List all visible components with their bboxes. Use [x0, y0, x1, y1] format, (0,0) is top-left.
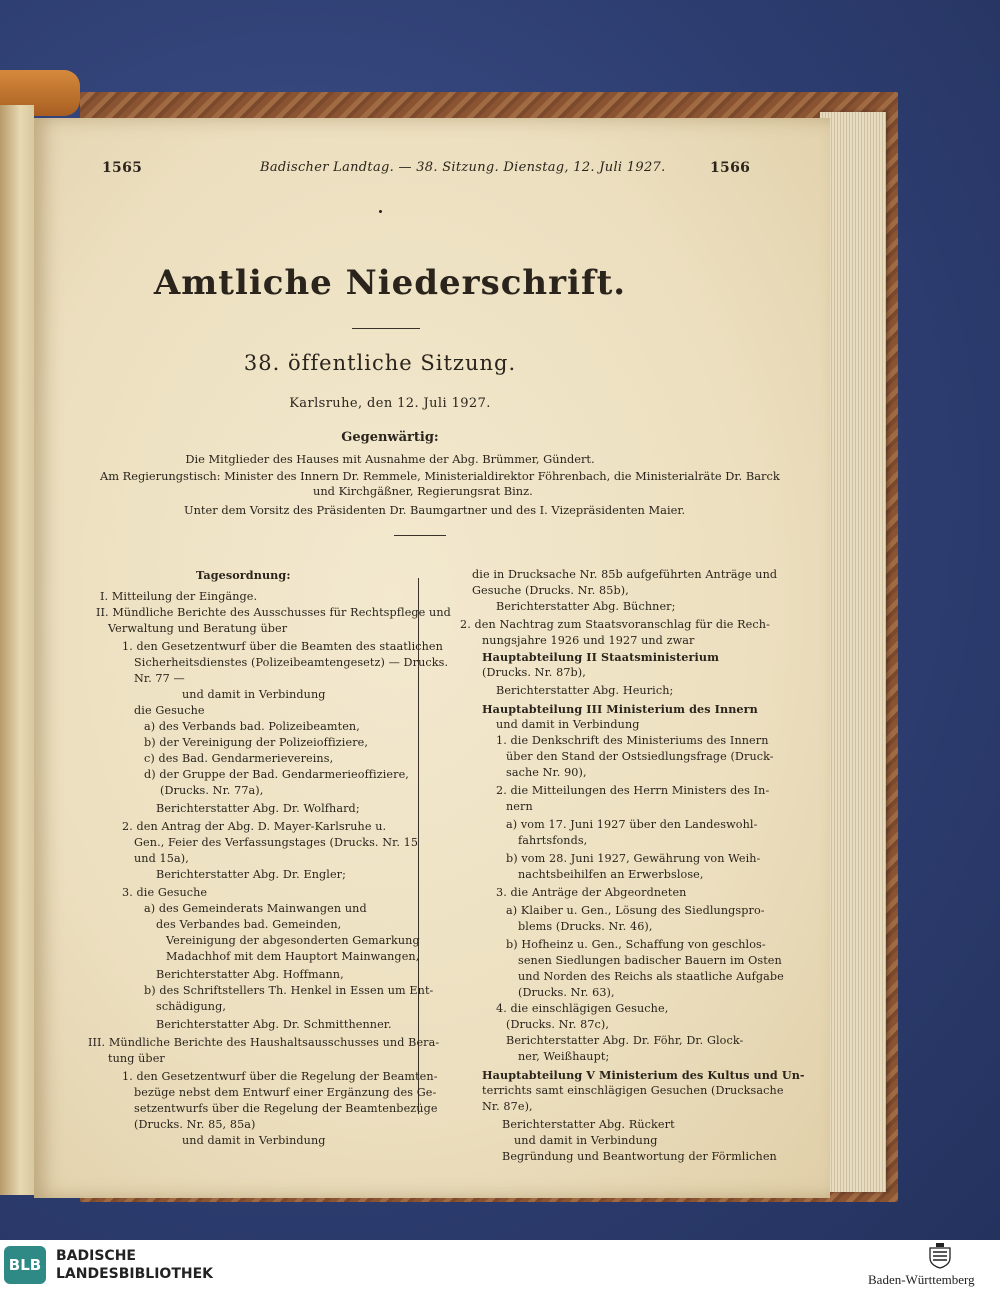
agenda-line: Vereinigung der abgesonderten Gemarkung	[166, 934, 420, 947]
title-divider	[352, 328, 420, 329]
agenda-line: nungsjahre 1926 und 1927 und zwar	[482, 634, 695, 647]
agenda-line: (Drucks. Nr. 63),	[518, 986, 615, 999]
agenda-line: Berichterstatter Abg. Dr. Wolfhard;	[156, 802, 360, 815]
agenda-line: Berichterstatter Abg. Dr. Föhr, Dr. Glock-	[506, 1034, 744, 1047]
agenda-line: a) Klaiber u. Gen., Lösung des Siedlungspro-	[506, 904, 765, 917]
agenda-line: die in Drucksache Nr. 85b aufgeführten Anträge und	[472, 568, 778, 581]
agenda-line: ner, Weißhaupt;	[518, 1050, 610, 1063]
agenda-line: II. Mündliche Berichte des Ausschusses für Rechtspflege und	[96, 606, 451, 619]
agenda-line: b) Hofheinz u. Gen., Schaffung von geschlos-	[506, 938, 766, 951]
present-heading: Gegenwärtig:	[341, 430, 439, 445]
agenda-line: senen Siedlungen badischer Bauern im Osten	[518, 954, 782, 967]
agenda-line: Nr. 87e),	[482, 1100, 533, 1113]
agenda-line: nern	[506, 800, 533, 813]
agenda-line: 2. den Antrag der Abg. D. Mayer-Karlsruhe u.	[122, 820, 387, 833]
agenda-line: Gesuche (Drucks. Nr. 85b),	[472, 584, 629, 597]
agenda-line: schädigung,	[156, 1000, 227, 1013]
agenda-line: Nr. 77 —	[134, 672, 185, 685]
agenda-line: a) des Gemeinderats Mainwangen und	[144, 902, 367, 915]
agenda-line: a) des Verbands bad. Polizeibeamten,	[144, 720, 360, 733]
agenda-line: Verwaltung und Beratung über	[108, 622, 288, 635]
agenda-line: 3. die Gesuche	[122, 886, 208, 899]
agenda-line: und damit in Verbindung	[514, 1134, 658, 1147]
agenda-line: (Drucks. Nr. 85, 85a)	[134, 1118, 256, 1131]
agenda-line: b) der Vereinigung der Polizeioffiziere,	[144, 736, 369, 749]
agenda-line: 1. den Gesetzentwurf über die Beamten des staatlichen	[122, 640, 443, 653]
agenda-line: (Drucks. Nr. 87b),	[482, 666, 586, 679]
agenda-line: Madachhof mit dem Hauptort Mainwangen,	[166, 950, 420, 963]
place-date: Karlsruhe, den 12. Juli 1927.	[289, 396, 491, 411]
document-title: Amtliche Niederschrift.	[153, 263, 627, 303]
agenda-line: Berichterstatter Abg. Hoffmann,	[156, 968, 344, 981]
present-line: und Kirchgäßner, Regierungsrat Binz.	[313, 484, 533, 498]
agenda-line: Begründung und Beantwortung der Förmlichen	[502, 1150, 777, 1163]
previous-page-edge	[0, 105, 34, 1195]
page-number-right: 1566	[710, 160, 751, 176]
agenda-line: 2. die Mitteilungen des Herrn Ministers des In-	[496, 784, 770, 797]
agenda-line: und damit in Verbindung	[182, 1134, 326, 1147]
agenda-line: terrichts samt einschlägigen Gesuchen (Drucksache	[482, 1084, 784, 1097]
ink-dot	[379, 210, 382, 213]
coat-of-arms-icon	[926, 1242, 954, 1270]
agenda-line: bezüge nebst dem Entwurf einer Ergänzung des Ge-	[134, 1086, 437, 1099]
library-name-line: LANDESBIBLIOTHEK	[56, 1266, 214, 1282]
session-heading: 38. öffentliche Sitzung.	[243, 351, 517, 375]
agenda-line: b) des Schriftstellers Th. Henkel in Essen um Ent-	[144, 984, 434, 997]
library-name[interactable]	[56, 1247, 213, 1283]
agenda-line: Sicherheitsdienstes (Polizeibeamtengesetz) — Drucks.	[134, 656, 449, 669]
agenda-line: 1. den Gesetzentwurf über die Regelung der Beamten-	[122, 1070, 438, 1083]
running-title: Badischer Landtag. — 38. Sitzung. Dienstag, 12. Juli 1927.	[260, 160, 666, 175]
present-line: Unter dem Vorsitz des Präsidenten Dr. Baumgartner und des I. Vizepräsidenten Maier.	[184, 503, 686, 517]
agenda-line: Berichterstatter Abg. Dr. Engler;	[156, 868, 346, 881]
agenda-line: (Drucks. Nr. 87c),	[506, 1018, 610, 1031]
agenda-line: Berichterstatter Abg. Dr. Schmitthenner.	[156, 1018, 392, 1031]
agenda-line: Hauptabteilung V Ministerium des Kultus und Un-	[482, 1068, 805, 1082]
agenda-line: Hauptabteilung II Staatsministerium	[482, 650, 720, 664]
library-name-line: BADISCHE	[56, 1248, 136, 1264]
agenda-line: Berichterstatter Abg. Heurich;	[496, 684, 674, 697]
agenda-line: blems (Drucks. Nr. 46),	[518, 920, 653, 933]
agenda-line: 3. die Anträge der Abgeordneten	[496, 886, 687, 899]
page-number-left: 1565	[102, 160, 143, 176]
agenda-line: und damit in Verbindung	[496, 718, 640, 731]
agenda-line: b) vom 28. Juni 1927, Gewährung von Weih-	[506, 852, 761, 865]
present-line: Die Mitglieder des Hauses mit Ausnahme der Abg. Brümmer, Gündert.	[185, 452, 595, 466]
agenda-line: a) vom 17. Juni 1927 über den Landeswohl-	[506, 818, 758, 831]
agenda-line: sache Nr. 90),	[506, 766, 587, 779]
agenda-line: setzentwurfs über die Regelung der Beamtenbezüge	[134, 1102, 438, 1115]
blb-logo[interactable]: BLB	[4, 1246, 46, 1284]
agenda-line: Berichterstatter Abg. Rückert	[502, 1118, 675, 1131]
agenda-line: d) der Gruppe der Bad. Gendarmerieoffiziere,	[144, 768, 409, 781]
agenda-line: III. Mündliche Berichte des Haushaltsausschusses und Bera-	[88, 1036, 440, 1049]
agenda-heading: Tagesordnung:	[196, 568, 291, 582]
agenda-line: nachtsbeihilfen an Erwerbslose,	[518, 868, 704, 881]
agenda-line: Hauptabteilung III Ministerium des Innern	[482, 702, 758, 716]
agenda-line: und Norden des Reichs als staatliche Aufgabe	[518, 970, 784, 983]
agenda-line: des Verbandes bad. Gemeinden,	[156, 918, 342, 931]
agenda-line: (Drucks. Nr. 77a),	[160, 784, 264, 797]
agenda-line: tung über	[108, 1052, 165, 1065]
agenda-line: 4. die einschlägigen Gesuche,	[496, 1002, 669, 1015]
agenda-line: 2. den Nachtrag zum Staatsvoranschlag für die Rech-	[460, 618, 770, 631]
agenda-line: die Gesuche	[134, 704, 205, 717]
present-line: Am Regierungstisch: Minister des Innern Dr. Remmele, Ministerialdirektor Föhrenbach, die Ministerialräte Dr. Barck	[100, 469, 780, 483]
agenda-line: I. Mitteilung der Eingänge.	[100, 590, 258, 603]
agenda-line: und damit in Verbindung	[182, 688, 326, 701]
document-page	[34, 118, 830, 1198]
agenda-line: Berichterstatter Abg. Büchner;	[496, 600, 676, 613]
section-divider	[394, 535, 446, 536]
agenda-line: c) des Bad. Gendarmerievereins,	[144, 752, 334, 765]
agenda-line: fahrtsfonds,	[518, 834, 588, 847]
agenda-line: und 15a),	[134, 852, 189, 865]
agenda-line: über den Stand der Ostsiedlungsfrage (Druck-	[506, 750, 774, 763]
agenda-line: 1. die Denkschrift des Ministeriums des Innern	[496, 734, 769, 747]
state-name: Baden-Württemberg	[868, 1272, 975, 1287]
agenda-line: Gen., Feier des Verfassungstages (Drucks. Nr. 15	[134, 836, 419, 849]
